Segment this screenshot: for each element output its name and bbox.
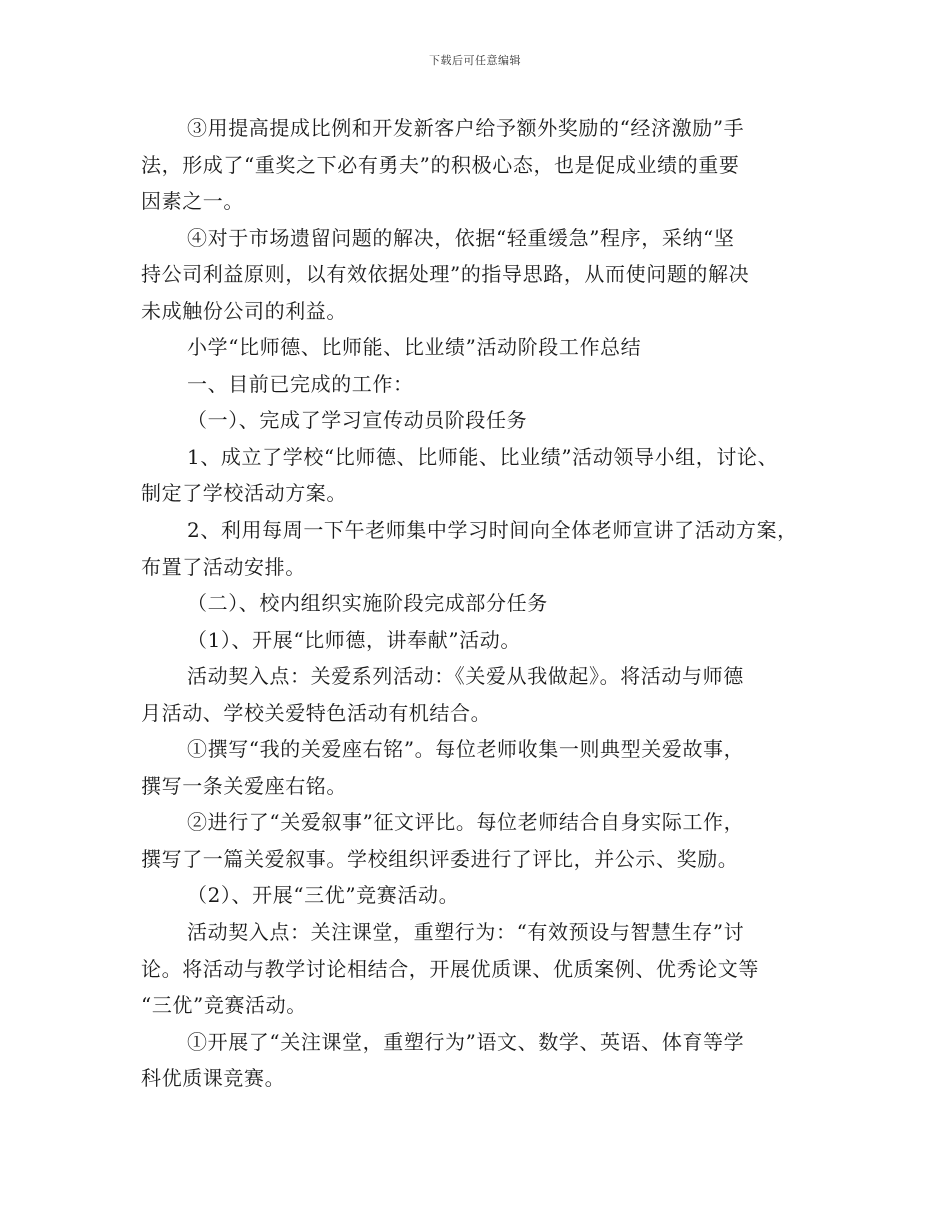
text-line: 持公司利益原则，以有效依据处理”的指导思路，从而使问题的解决 — [141, 262, 750, 287]
text-line: （一）、完成了学习宣传动员阶段任务 — [187, 408, 528, 433]
text-line: （2）、开展“三优”竞赛活动。 — [187, 883, 460, 908]
text-line: 小学“比师德、比师能、比业绩”活动阶段工作总结 — [187, 335, 642, 360]
text-line: 因素之一。 — [141, 189, 244, 214]
text-line: 2、利用每周一下午老师集中学习时间向全体老师宣讲了活动方案， — [187, 518, 798, 543]
text-line: 法，形成了“重奖之下必有勇夫”的积极心态，也是促成业绩的重要 — [141, 152, 740, 177]
text-line: 制定了学校活动方案。 — [141, 481, 347, 506]
text-line: ①撰写“我的关爱座右铭”。每位老师收集一则典型关爱故事， — [187, 737, 745, 762]
text-line: 一、目前已完成的工作： — [187, 371, 414, 396]
document-body — [141, 110, 831, 1097]
text-line: ③用提高提成比例和开发新客户给予额外奖励的“经济激励”手 — [187, 116, 745, 140]
page-header: 下载后可任意编辑 — [429, 54, 521, 67]
text-line: ④对于市场遗留问题的解决，依据“轻重缓急”程序，采纳“坚 — [187, 225, 735, 250]
text-line: 月活动、学校关爱特色活动有机结合。 — [141, 700, 492, 725]
text-line: 撰写了一篇关爱叙事。学校组织评委进行了评比，并公示、奖励。 — [141, 846, 739, 871]
text-line: 论。将活动与教学讨论相结合，开展优质课、优质案例、优秀论文等 — [141, 956, 759, 981]
text-line: （1）、开展“比师德，讲奉献”活动。 — [187, 627, 521, 652]
text-line: 活动契入点：关注课堂，重塑行为：“有效预设与智慧生存”讨 — [187, 920, 745, 945]
text-line: ②进行了“关爱叙事”征文评比。每位老师结合自身实际工作， — [187, 810, 745, 835]
text-line: 科优质课竞赛。 — [141, 1066, 286, 1091]
text-line: 未成触份公司的利益。 — [141, 298, 347, 323]
text-line: 撰写一条关爱座右铭。 — [141, 773, 347, 798]
text-line: 1、成立了学校“比师德、比师能、比业绩”活动领导小组，讨论、 — [187, 444, 779, 469]
text-line: ①开展了“关注课堂，重塑行为”语文、数学、英语、体育等学 — [187, 1029, 745, 1054]
text-line: “三优”竞赛活动。 — [141, 993, 307, 1018]
text-line: （二）、校内组织实施阶段完成部分任务 — [187, 591, 548, 616]
text-line: 布置了活动安排。 — [141, 554, 306, 579]
text-line: 活动契入点：关爱系列活动：《关爱从我做起》。将活动与师德 — [187, 664, 744, 689]
